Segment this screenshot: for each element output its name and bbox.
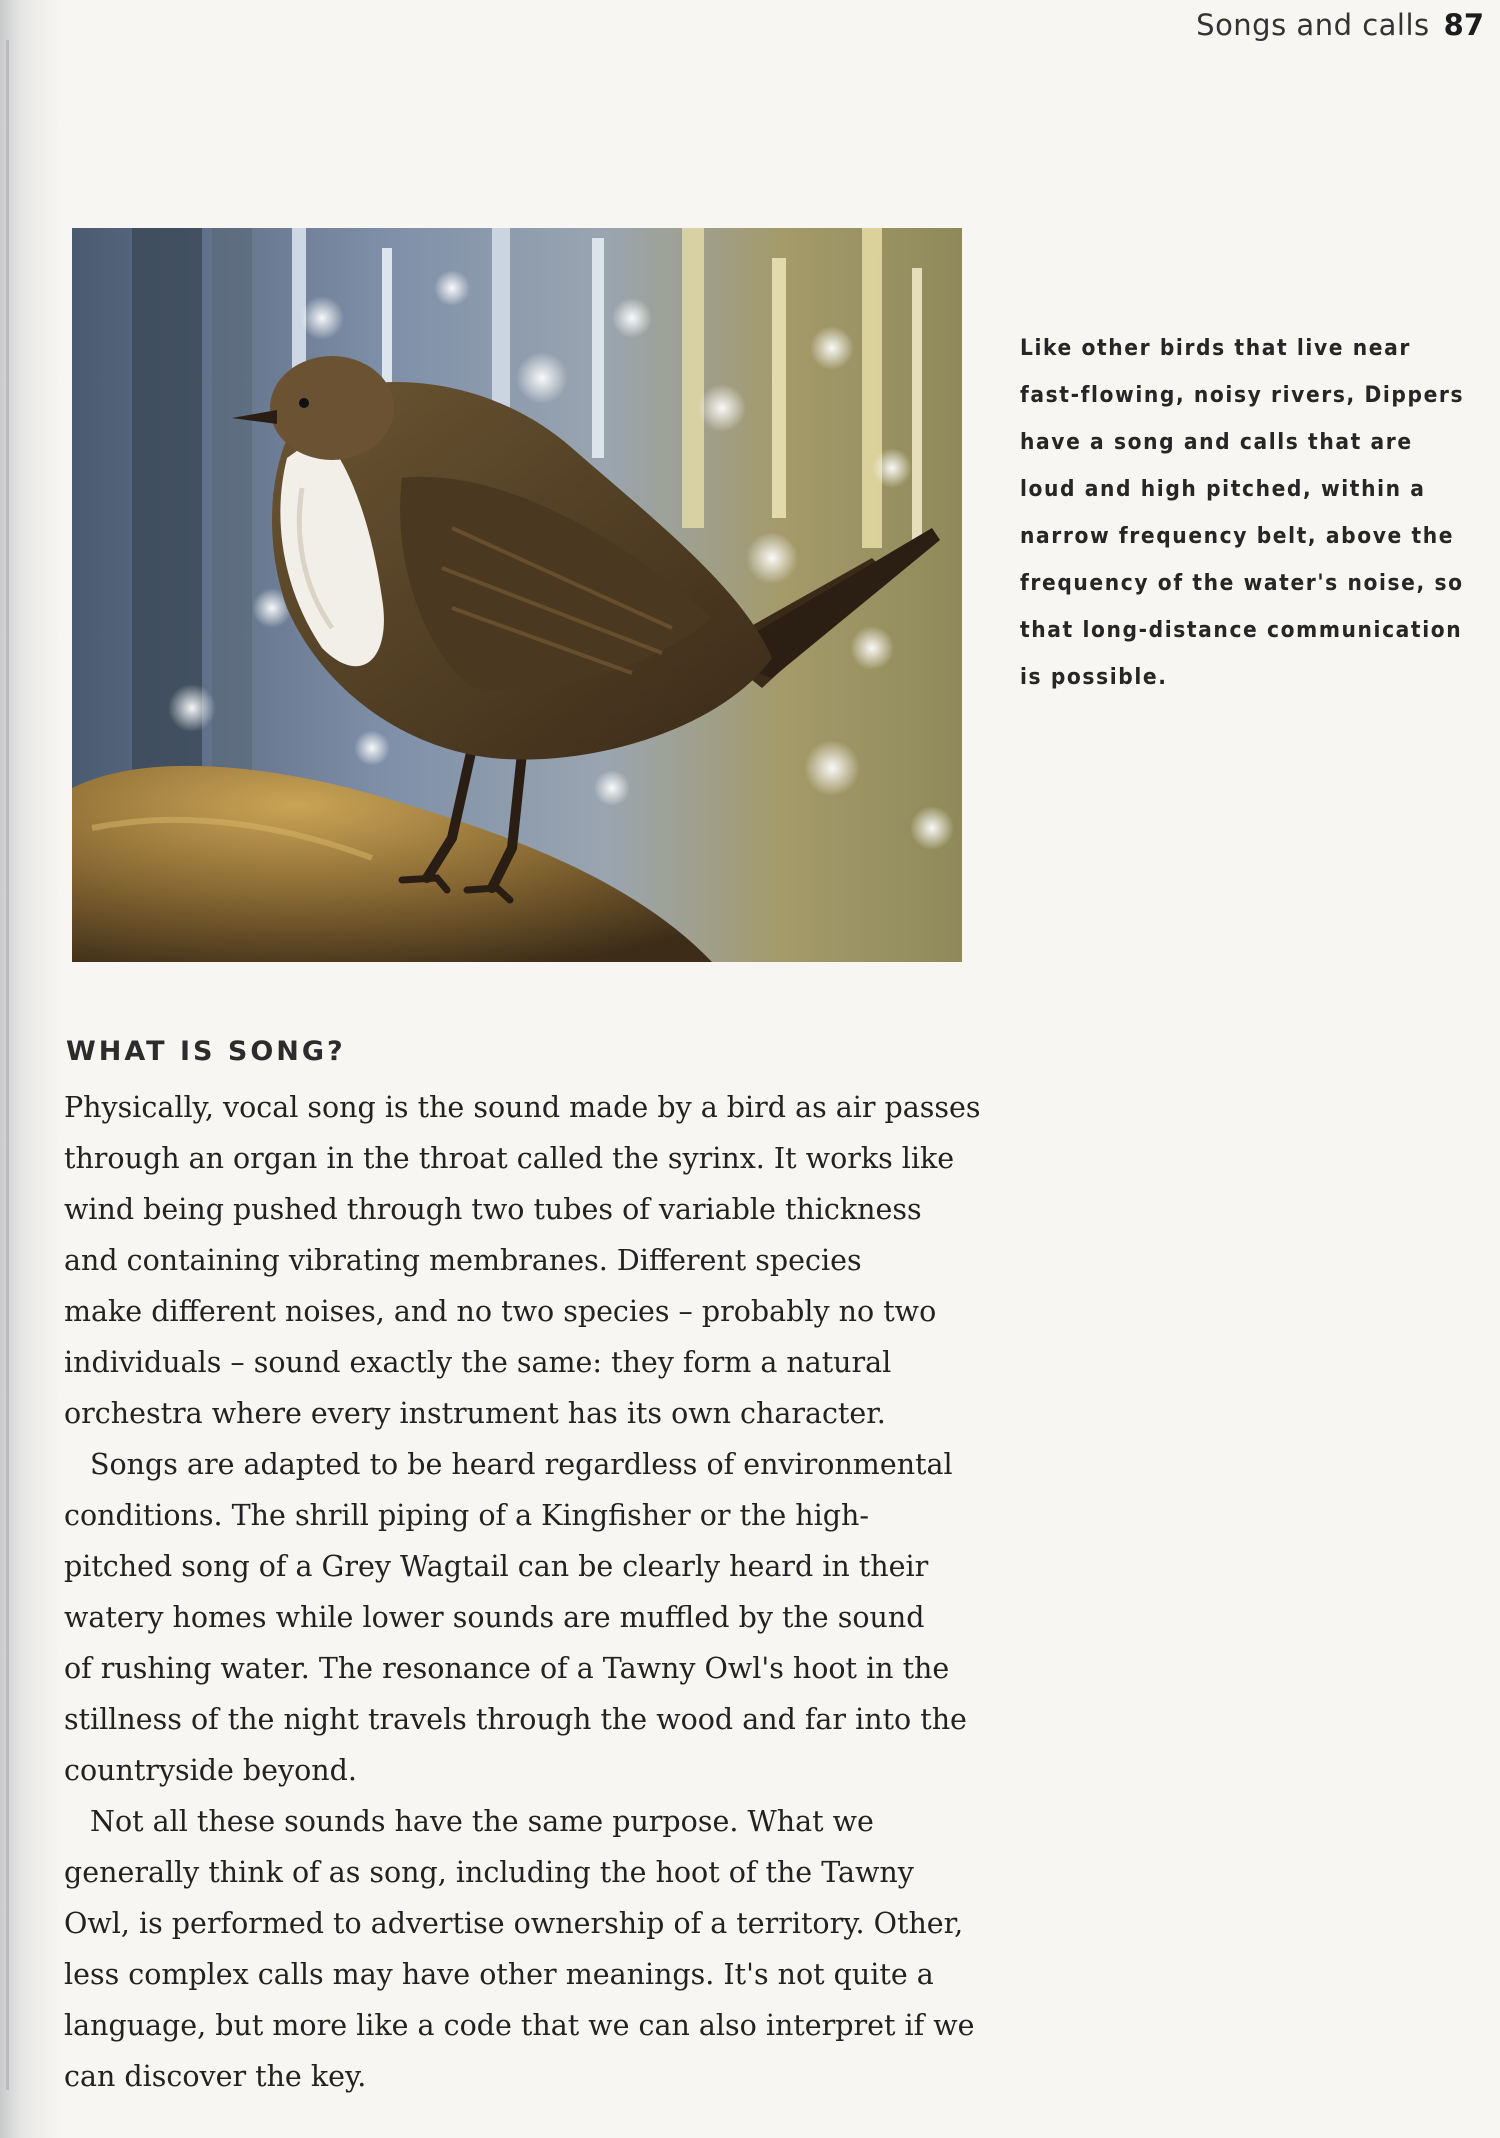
paragraph-3-line: generally think of as song, including the hoot of the Tawny	[64, 1856, 914, 1889]
caption-line: narrow frequency belt, above the	[1020, 523, 1455, 549]
paragraph-3-line: language, but more like a code that we can also interpret if we	[64, 2009, 975, 2042]
paragraph-2-line: stillness of the night travels through the wood and far into the	[64, 1703, 967, 1736]
paragraph-1-line: through an organ in the throat called the syrinx. It works like	[64, 1142, 955, 1175]
dipper-photo-illustration	[72, 228, 962, 962]
caption-line: is possible.	[1020, 664, 1168, 690]
page-number: 87	[1443, 8, 1484, 42]
running-head-title: Songs and calls	[1196, 8, 1430, 42]
caption-line: frequency of the water's noise, so	[1020, 570, 1464, 596]
caption-line: that long-distance communication	[1020, 617, 1463, 643]
paragraph-2-line: conditions. The shrill piping of a Kingfisher or the high-	[64, 1499, 869, 1532]
photo-caption	[1020, 325, 1480, 701]
paragraph-1-line: make different noises, and no two species – probably no two	[64, 1295, 937, 1328]
section-heading: WHAT IS SONG?	[66, 1036, 346, 1067]
paragraph-2-line: pitched song of a Grey Wagtail can be clearly heard in their	[64, 1550, 929, 1583]
caption-line: Like other birds that live near	[1020, 335, 1411, 361]
paragraph-1-line: orchestra where every instrument has its own character.	[64, 1397, 886, 1430]
paragraph-3-line: Owl, is performed to advertise ownership of a territory. Other,	[64, 1907, 964, 1940]
paragraph-1-line: individuals – sound exactly the same: they form a natural	[64, 1346, 892, 1379]
caption-line: have a song and calls that are	[1020, 429, 1413, 455]
page-gutter-shadow	[0, 0, 60, 2138]
paragraph-3-line: less complex calls may have other meanings. It's not quite a	[64, 1958, 934, 1991]
dipper-photo	[72, 228, 962, 962]
paragraph-2-line: watery homes while lower sounds are muffled by the sound	[64, 1601, 925, 1634]
paragraph-1-line: and containing vibrating membranes. Different species	[64, 1244, 862, 1277]
paragraph-2-line: Songs are adapted to be heard regardless of environmental	[90, 1448, 953, 1481]
running-head	[1196, 8, 1484, 42]
paragraph-1-line: wind being pushed through two tubes of variable thickness	[64, 1193, 922, 1226]
body-text	[64, 1082, 981, 2102]
caption-line: loud and high pitched, within a	[1020, 476, 1426, 502]
page-gutter-line	[6, 40, 9, 2090]
paragraph-3-line: can discover the key.	[64, 2060, 367, 2093]
paragraph-3-line: Not all these sounds have the same purpose. What we	[90, 1805, 874, 1838]
paragraph-1-line: Physically, vocal song is the sound made by a bird as air passes	[64, 1091, 981, 1124]
paragraph-2-line: of rushing water. The resonance of a Tawny Owl's hoot in the	[64, 1652, 950, 1685]
paragraph-2-line: countryside beyond.	[64, 1754, 357, 1787]
caption-line: fast-flowing, noisy rivers, Dippers	[1020, 382, 1465, 408]
